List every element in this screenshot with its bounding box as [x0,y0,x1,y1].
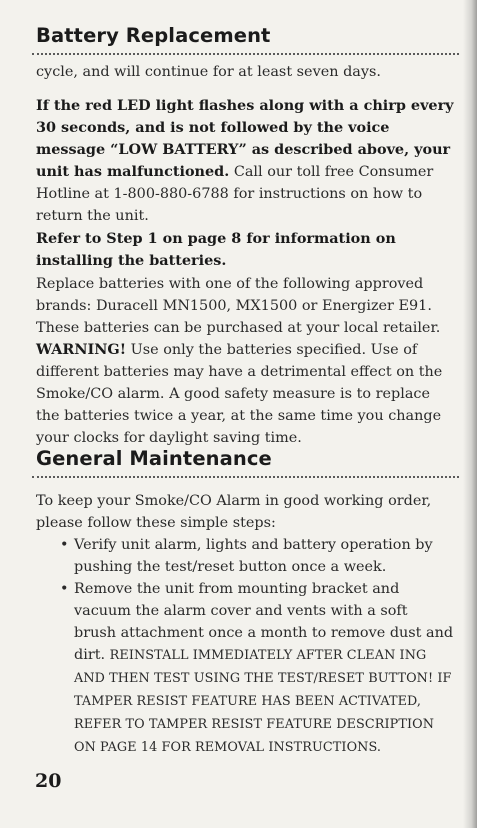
replace-batteries-paragraph [36,273,454,449]
warning-label: WARNING! [36,341,127,358]
refer-step-text: Refer to Step 1 on page [36,230,232,247]
maintenance-steps-list [36,534,454,759]
general-maintenance-heading: General Maintenance [36,447,272,470]
section-divider [32,476,459,478]
page-edge-shadow [463,0,477,828]
list-item [36,534,454,578]
page-reference: 8 [231,230,242,247]
battery-replacement-heading: Battery Replacement [36,24,271,47]
refer-step-text-end: for information on installing the batteries. [36,230,396,269]
maintenance-intro: To keep your Smoke/CO Alarm in good working order, please follow these simple steps: [36,493,432,531]
hotline-instructions: Call our toll free Consumer Hotline at 1-800-880-6788 for instructions on how to return the unit. [36,164,434,224]
warning-text: Use only the batteries specified. Use of different batteries may have a detrimental effect on the Smoke/CO alarm. A good safety measure is to replace the batteries twice a year, at the same time you change your clocks for daylight saving time. [36,342,443,446]
reinstall-warning: REINSTALL IMMEDIATELY AFTER CLEAN ING AND THEN TEST USING THE TEST/RESET BUTTON! IF TAMPER RESIST FEATURE HAS BEEN ACTIVATED, REFER TO TAMPER RESIST FEATURE DESCRIPTION ON PAGE 14 FOR REMOVAL INSTRUCTIONS. [74,648,452,755]
approved-brands-text: Replace batteries with one of the following approved brands: Duracell MN1500, MX1500 or Energizer E91. These batteries can be purchased at your local retailer. [36,276,441,336]
page-number: 20 [35,770,62,792]
weekly-test-step: Verify unit alarm, lights and battery operation by pushing the test/reset button once a week. [74,537,433,575]
bullet-icon: • [60,537,69,553]
led-malfunction-paragraph [36,95,454,227]
bullet-icon: • [60,581,69,597]
continued-paragraph: cycle, and will continue for at least seven days. [36,64,381,80]
section-divider [32,53,459,55]
led-malfunction-bold: If the red LED light flashes along with a chirp every 30 seconds, and is not followed by the voice message “LOW BATTERY” as described above, your unit has malfunctioned. [36,97,454,180]
list-item [36,578,454,759]
monthly-clean-step: Remove the unit from mounting bracket and vacuum the alarm cover and vents with a soft brush attachment once a month to remove dust and dirt. [74,581,454,663]
refer-step-paragraph [36,228,454,272]
